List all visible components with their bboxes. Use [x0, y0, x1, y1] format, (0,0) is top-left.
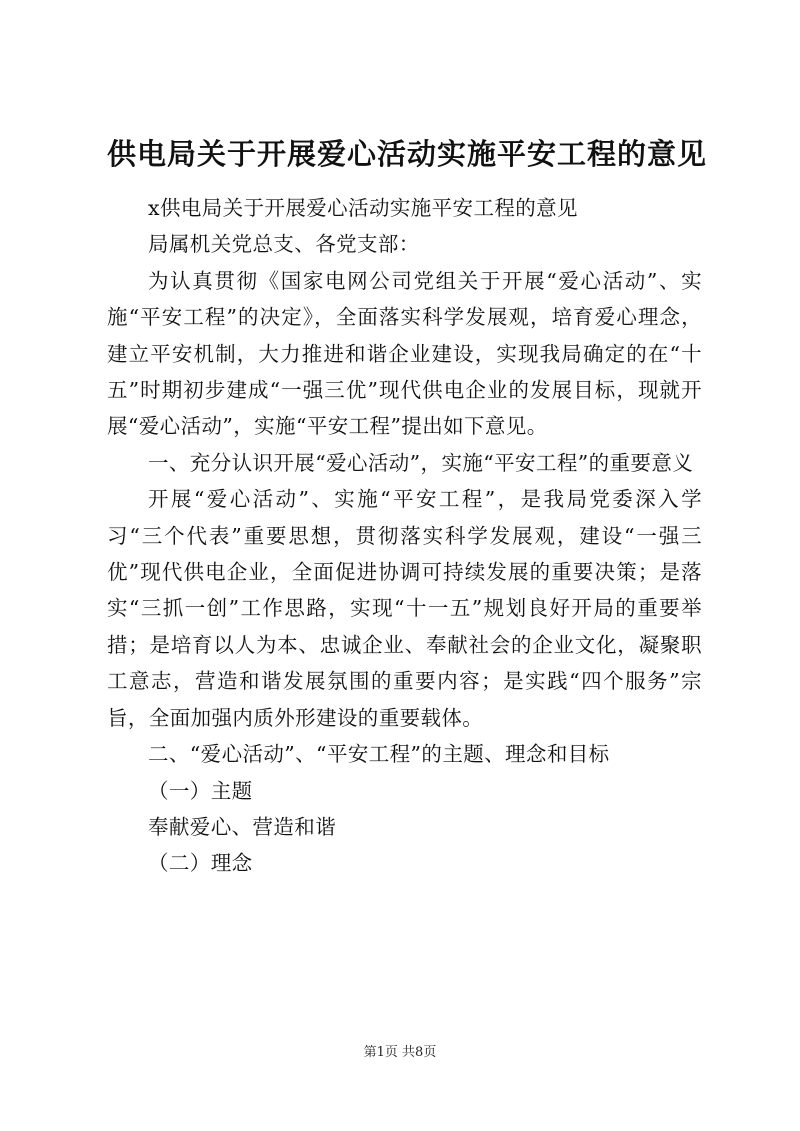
section-heading-1: 一、充分认识开展“爱心活动”，实施“平安工程”的重要意义	[148, 450, 694, 475]
document-body	[107, 190, 702, 882]
page-footer	[0, 1044, 800, 1062]
paragraph-significance: 开展“爱心活动”、实施“平安工程”，是我局党委深入学习“三个代表”重要思想，贯彻落实科学发展观，建设“一强三优”现代供电企业，全面促进协调可持续发展的重要决策；是落实“三抓一创”工作思路，实现“十一五”规划良好开局的重要举措；是培育以人为本、忠诚企业、奉献社会的企业文化，凝聚职工意志，营造和谐发展氛围的重要内容；是实践“四个服务”宗旨，全面加强内质外形建设的重要载体。	[107, 487, 702, 730]
paragraph-salutation: 局属机关党总支、各党支部：	[148, 232, 420, 257]
page-number-label: 第1页 共8页	[363, 1045, 437, 1060]
paragraph-subtitle: x供电局关于开展爱心活动实施平安工程的意见	[148, 196, 578, 220]
subheading-theme: （一）主题	[148, 778, 253, 803]
paragraph-intro: 为认真贯彻《国家电网公司党组关于开展“爱心活动”、实施“平安工程”的决定》，全面落实科学发展观，培育爱心理念，建立平安机制，大力推进和谐企业建设，实现我局确定的在“十五”时期初步建成“一强三优”现代供电企业的发展目标，现就开展“爱心活动”，实施“平安工程”提出如下意见。	[107, 268, 702, 439]
subheading-concept: （二）理念	[148, 851, 253, 876]
document-title: 供电局关于开展爱心活动实施平安工程的意见	[107, 137, 708, 171]
section-heading-2: 二、“爱心活动”、“平安工程”的主题、理念和目标	[148, 742, 610, 767]
paragraph-theme: 奉献爱心、营造和谐	[148, 814, 337, 839]
